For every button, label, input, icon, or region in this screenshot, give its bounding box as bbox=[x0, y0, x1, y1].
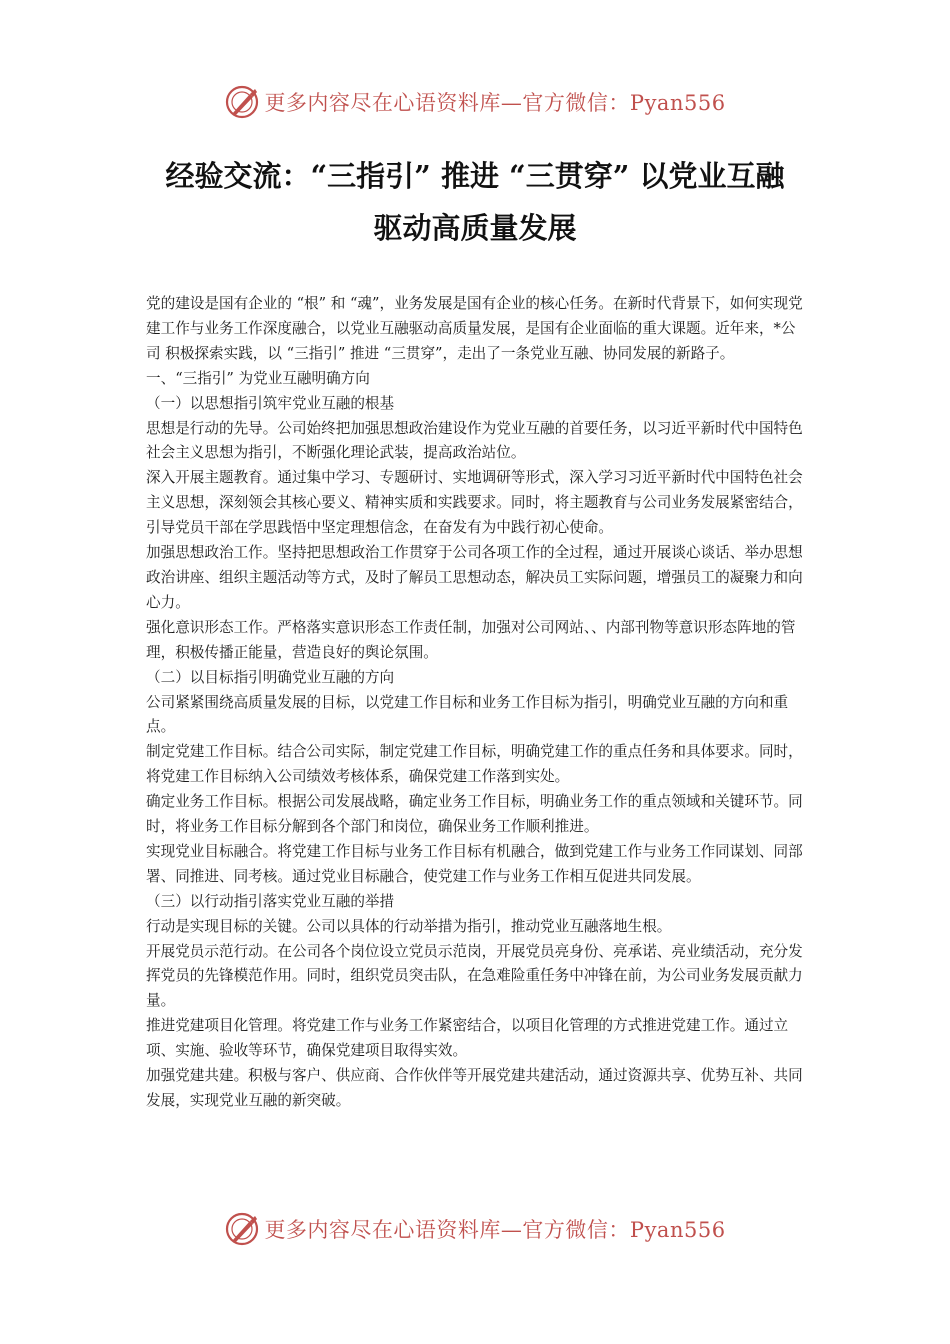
subsection-heading: （三）以行动指引落实党业互融的举措 bbox=[146, 892, 395, 910]
subsection-heading: （一）以思想指引筑牢党业互融的根基 bbox=[146, 394, 395, 412]
paragraph: 公司紧紧围绕高质量发展的目标，以党建工作目标和业务工作目标为指引，明确党业互融的方向和重点。 bbox=[146, 693, 789, 736]
title-line-2: 驱动高质量发展 bbox=[373, 211, 577, 245]
pen-logo-icon bbox=[224, 1211, 260, 1247]
subsection-heading: （二）以目标指引明确党业互融的方向 bbox=[146, 668, 395, 686]
paragraph: 确定业务工作目标。根据公司发展战略，确定业务工作目标，明确业务工作的重点领域和关键环节。同时，将业务工作目标分解到各个部门和岗位，确保业务工作顺利推进。 bbox=[146, 793, 803, 836]
paragraph: 制定党建工作目标。结合公司实际，制定党建工作目标，明确党建工作的重点任务和具体要求。同时，将党建工作目标纳入公司绩效考核体系，确保党建工作落到实处。 bbox=[146, 743, 803, 786]
paragraph: 党的建设是国有企业的 “根” 和 “魂”，业务发展是国有企业的核心任务。在新时代背景下，如何实现党建工作与业务工作深度融合，以党业互融驱动高质量发展，是国有企业面临的重大课题。近年来，*公司 积极探索实践，以 “三指引” 推进 “三贯穿”，走出了一条党业互融、协同发展的新路子。 bbox=[146, 295, 803, 362]
watermark-banner-bottom bbox=[0, 1209, 950, 1249]
paragraph: 强化意识形态工作。严格落实意识形态工作责任制，加强对公司网站、、内部刊物等意识形态阵地的管理，积极传播正能量，营造良好的舆论氛围。 bbox=[146, 618, 796, 661]
watermark-text: 更多内容尽在心语资料库—官方微信：Pyan556 bbox=[264, 1218, 726, 1242]
paragraph: 加强党建共建。积极与客户、供应商、合作伙伴等开展党建共建活动，通过资源共享、优势互补、共同发展，实现党业互融的新突破。 bbox=[146, 1067, 803, 1109]
watermark-text: 更多内容尽在心语资料库—官方微信：Pyan556 bbox=[264, 91, 726, 115]
paragraph: 实现党业目标融合。将党建工作目标与业务工作目标有机融合，做到党建工作与业务工作同谋划、同部署、同推进、同考核。通过党业目标融合，使党建工作与业务工作相互促进共同发展。 bbox=[146, 842, 803, 885]
document-body bbox=[146, 292, 810, 1114]
paragraph: 开展党员示范行动。在公司各个岗位设立党员示范岗，开展党员亮身份、亮承诺、亮业绩活动，充分发挥党员的先锋模范作用。同时，组织党员突击队，在急难险重任务中冲锋在前，为公司业务发展贡献力量。 bbox=[146, 942, 803, 1010]
title-line-1: 经验交流：“三指引” 推进 “三贯穿” 以党业互融 bbox=[165, 159, 785, 193]
document-title bbox=[100, 150, 850, 254]
section-heading: 一、“三指引” 为党业互融明确方向 bbox=[146, 369, 370, 387]
paragraph: 思想是行动的先导。公司始终把加强思想政治建设作为党业互融的首要任务，以习近平新时代中国特色社会主义思想为指引，不断强化理论武装，提高政治站位。 bbox=[146, 419, 803, 462]
paragraph: 行动是实现目标的关键。公司以具体的行动举措为指引，推动党业互融落地生根。 bbox=[146, 917, 672, 935]
paragraph: 推进党建项目化管理。将党建工作与业务工作紧密结合，以项目化管理的方式推进党建工作。通过立项、实施、验收等环节，确保党建项目取得实效。 bbox=[146, 1017, 789, 1060]
pen-logo-icon bbox=[224, 84, 260, 120]
paragraph: 加强思想政治工作。坚持把思想政治工作贯穿于公司各项工作的全过程，通过开展谈心谈话、举办思想政治讲座、组织主题活动等方式，及时了解员工思想动态，解决员工实际问题，增强员工的凝聚力和向心力。 bbox=[146, 544, 803, 611]
paragraph: 深入开展主题教育。通过集中学习、专题研讨、实地调研等形式，深入学习习近平新时代中国特色社会主义思想，深刻领会其核心要义、精神实质和实践要求。同时，将主题教育与公司业务发展紧密结合，引导党员干部在学思践悟中坚定理想信念，在奋发有为中践行初心使命。 bbox=[146, 469, 803, 537]
watermark-banner-top bbox=[0, 82, 950, 122]
